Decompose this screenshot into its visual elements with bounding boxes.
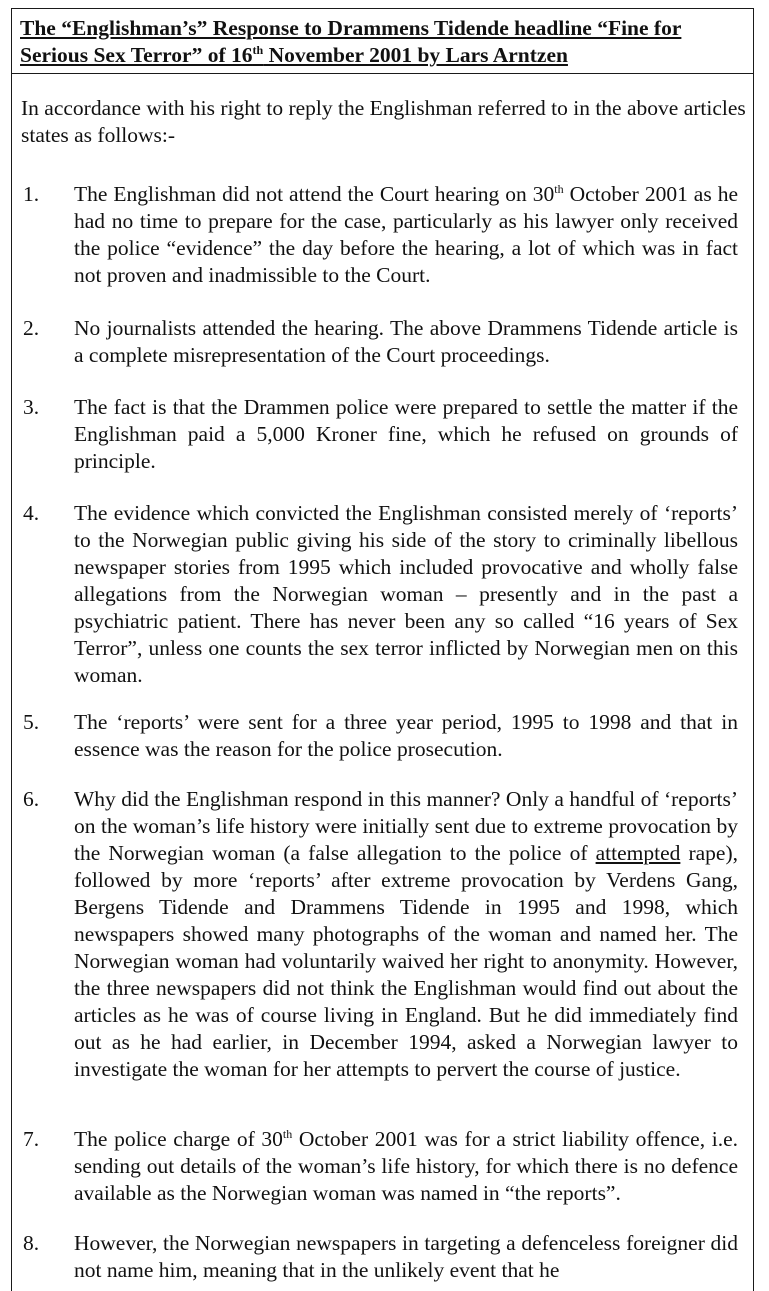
item-text: No journalists attended the hearing. The above Drammens Tidende article is a complete misrepresentation of the Court proceedings.: [74, 316, 738, 367]
item-text-part: October 2001 as he had no time to prepare for the case, particularly as his lawyer only received the police “evidence” the day before the hearing, a lot of which was in fact not proven and inadmissible to the Court.: [74, 182, 739, 287]
item-text-part: rape), followed by more ‘reports’ after extreme provocation by Verdens Gang, Bergens Tidende and Drammens Tidende in 1995 and 1998, which newspapers showed many photographs of the woman and named her. The Norwegian woman had voluntarily waived her right to anonymity. However, the three newspapers did not think the Englishman would find out about the articles as he was of course living in England. But he did immediately find out as he had earlier, in December 1994, asked a Norwegian lawyer to investigate the woman for her attempts to pervert the course of justice.: [74, 841, 739, 1081]
item-superscript: th: [282, 1126, 293, 1141]
underlined-word: attempted: [595, 841, 681, 865]
title-superscript: th: [252, 42, 264, 57]
item-number: 2.: [23, 316, 40, 340]
title-line-2: [20, 43, 568, 67]
item-text-part: The police charge of 30: [74, 1127, 283, 1151]
item-text: The ‘reports’ were sent for a three year period, 1995 to 1998 and that in essence was the reason for the police prosecution.: [74, 710, 738, 761]
item-number: 3.: [23, 395, 40, 419]
document-frame: [11, 8, 754, 1291]
item-number: 1.: [23, 182, 40, 206]
title-line-2-prefix: Serious Sex Terror” of 16: [20, 43, 253, 67]
item-text: [74, 1126, 738, 1207]
item-text: The fact is that the Drammen police were prepared to settle the matter if the Englishman paid a 5,000 Kroner fine, which he refused on grounds of principle.: [74, 395, 738, 473]
item-text-part: Why did the Englishman respond in this manner? Only a handful of ‘reports’ on the woman’s life history were initially sent due to extreme provocation by the Norwegian woman (a false allegation to the police of: [74, 787, 738, 865]
document-title: [12, 9, 753, 74]
title-line-1: The “Englishman’s” Response to Drammens Tidende headline “Fine for: [20, 16, 682, 40]
item-text: However, the Norwegian newspapers in targeting a defenceless foreigner did not name him, meaning that in the unlikely event that he: [74, 1231, 738, 1282]
item-text-part: The Englishman did not attend the Court hearing on 30: [74, 182, 555, 206]
intro-paragraph: In accordance with his right to reply the Englishman referred to in the above articles states as follows:-: [21, 96, 746, 147]
item-text: [74, 786, 738, 1083]
item-superscript: th: [554, 181, 564, 196]
title-line-2-suffix: November 2001 by Lars Arntzen: [263, 43, 568, 67]
item-text: The evidence which convicted the Englishman consisted merely of ‘reports’ to the Norwegian public giving his side of the story to criminally libellous newspaper stories from 1995 which included provocative and wholly false allegations from the Norwegian woman – presently and in the past a psychiatric patient. There has never been any so called “16 years of Sex Terror”, unless one counts the sex terror inflicted by Norwegian men on this woman.: [74, 501, 738, 687]
item-number: 8.: [23, 1231, 40, 1255]
item-text: [74, 181, 738, 289]
item-number: 7.: [23, 1127, 40, 1151]
item-number: 6.: [23, 787, 40, 811]
item-number: 4.: [23, 501, 40, 525]
item-number: 5.: [23, 710, 40, 734]
item-text-part: October 2001 was for a strict liability offence, i.e. sending out details of the woman’s life history, for which there is no defence available as the Norwegian woman was named in “the reports”.: [74, 1127, 738, 1205]
